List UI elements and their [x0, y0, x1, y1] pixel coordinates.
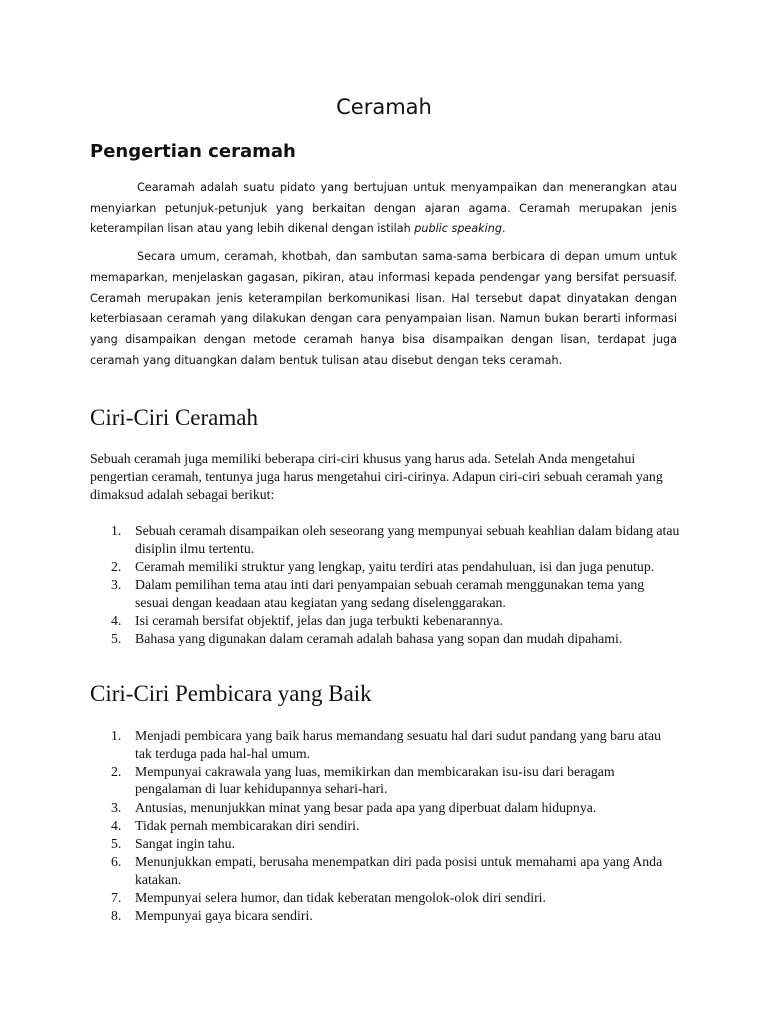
section-intro-ciri-ceramah: Sebuah ceramah juga memiliki beberapa ciri-ciri khusus yang harus ada. Setelah Anda mengetahui pengertian ceramah, tentunya juga harus mengetahui ciri-cirinya. Adapun ciri-ciri sebuah ceramah yang dimaksud adalah sebagai berikut: [90, 451, 663, 502]
list-item-number: 4. [111, 817, 122, 833]
list-item-number: 1. [111, 728, 122, 743]
list-item-number: 3. [111, 576, 122, 592]
list-item-number: 5. [111, 630, 122, 646]
list-item-text: Bahasa yang digunakan dalam ceramah adalah bahasa yang sopan dan mudah dipahami. [135, 630, 623, 646]
paragraph-definition-text: Cearamah adalah suatu pidato yang bertujuan untuk menyampaikan dan menerangkan atau menyiarkan petunjuk-petunjuk yang berkaitan dengan ajaran agama. Ceramah merupakan jenis keterampilan lisan atau yang lebih dikenal dengan istilah [90, 181, 677, 236]
list-ciri-pembicara [90, 727, 680, 925]
list-item [90, 612, 680, 630]
section-heading-ciri-ceramah: Ciri-Ciri Ceramah [90, 405, 258, 430]
list-item-text: Sebuah ceramah disampaikan oleh seseorang yang mempunyai sebuah keahlian dalam bidang atau disiplin ilmu tertentu. [135, 523, 680, 556]
list-item [90, 576, 680, 611]
list-item [90, 558, 680, 576]
list-item-number: 2. [111, 763, 122, 779]
list-item-number: 2. [111, 558, 122, 574]
document-title: Ceramah [336, 95, 432, 119]
list-item-text: Mempunyai gaya bicara sendiri. [135, 908, 313, 924]
list-item [90, 727, 680, 762]
list-item [90, 853, 680, 888]
section-heading-ciri-pembicara: Ciri-Ciri Pembicara yang Baik [90, 681, 372, 706]
section-body-pengertian [90, 178, 677, 378]
paragraph-general: Secara umum, ceramah, khotbah, dan sambutan sama-sama berbicara di depan umum untuk memaparkan, menjelaskan gagasan, pikiran, atau informasi kepada pendengar yang bersifat persuasif. Ceramah merupakan jenis keterampilan berkomunikasi lisan. Hal tersebut dapat dinyatakan dengan keterbiasaan ceramah yang dilakukan dengan cara penyampaian lisan. Namun bukan berarti informasi yang disampaikan dengan metode ceramah hanya bisa disampaikan dengan lisan, terdapat juga ceramah yang dituangkan dalam bentuk tulisan atau disebut dengan teks ceramah. [90, 250, 677, 367]
list-item [90, 522, 680, 557]
list-item-text: Antusias, menunjukkan minat yang besar pada apa yang diperbuat dalam hidupnya. [135, 799, 597, 815]
list-item-text: Mempunyai selera humor, dan tidak keberatan mengolok-olok diri sendiri. [135, 889, 546, 905]
list-item [90, 799, 680, 817]
list-item-number: 3. [111, 799, 122, 815]
paragraph-definition [90, 178, 677, 240]
list-item-text: Ceramah memiliki struktur yang lengkap, yaitu terdiri atas pendahuluan, isi dan juga penutup. [135, 558, 655, 574]
list-item-text: Tidak pernah membicarakan diri sendiri. [135, 817, 360, 833]
list-item-number: 7. [111, 889, 122, 905]
list-item-number: 1. [111, 523, 122, 538]
section-heading-pengertian: Pengertian ceramah [90, 141, 296, 162]
list-item-number: 8. [111, 908, 122, 924]
list-item [90, 630, 680, 648]
list-item [90, 817, 680, 835]
list-item-text: Menjadi pembicara yang baik harus memandang sesuatu hal dari sudut pandang yang baru atau tak terduga pada hal-hal umum. [135, 728, 662, 761]
list-item-text: Dalam pemilihan tema atau inti dari penyampaian sebuah ceramah menggunakan tema yang sesuai dengan keadaan atau kegiatan yang sedang diselenggarakan. [135, 576, 645, 610]
list-item-text: Isi ceramah bersifat objektif, jelas dan juga terbukti kebenarannya. [135, 612, 503, 628]
list-item [90, 763, 680, 798]
list-item-number: 5. [111, 835, 122, 851]
list-item-text: Menunjukkan empati, berusaha menempatkan diri pada posisi untuk memahami apa yang Anda katakan. [135, 854, 663, 887]
list-item-number: 6. [111, 854, 122, 870]
paragraph-definition-end: . [501, 222, 506, 236]
list-item-text: Sangat ingin tahu. [135, 835, 236, 851]
list-item-text: Mempunyai cakrawala yang luas, memikirkan dan membicarakan isu-isu dari beragam pengalaman di luar kehidupannya sehari-hari. [135, 763, 615, 797]
list-item [90, 889, 680, 907]
list-item [90, 835, 680, 853]
list-item-number: 4. [111, 612, 122, 628]
list-ciri-ceramah [90, 522, 680, 648]
list-item [90, 907, 680, 925]
paragraph-definition-italic: public speaking [414, 222, 502, 236]
